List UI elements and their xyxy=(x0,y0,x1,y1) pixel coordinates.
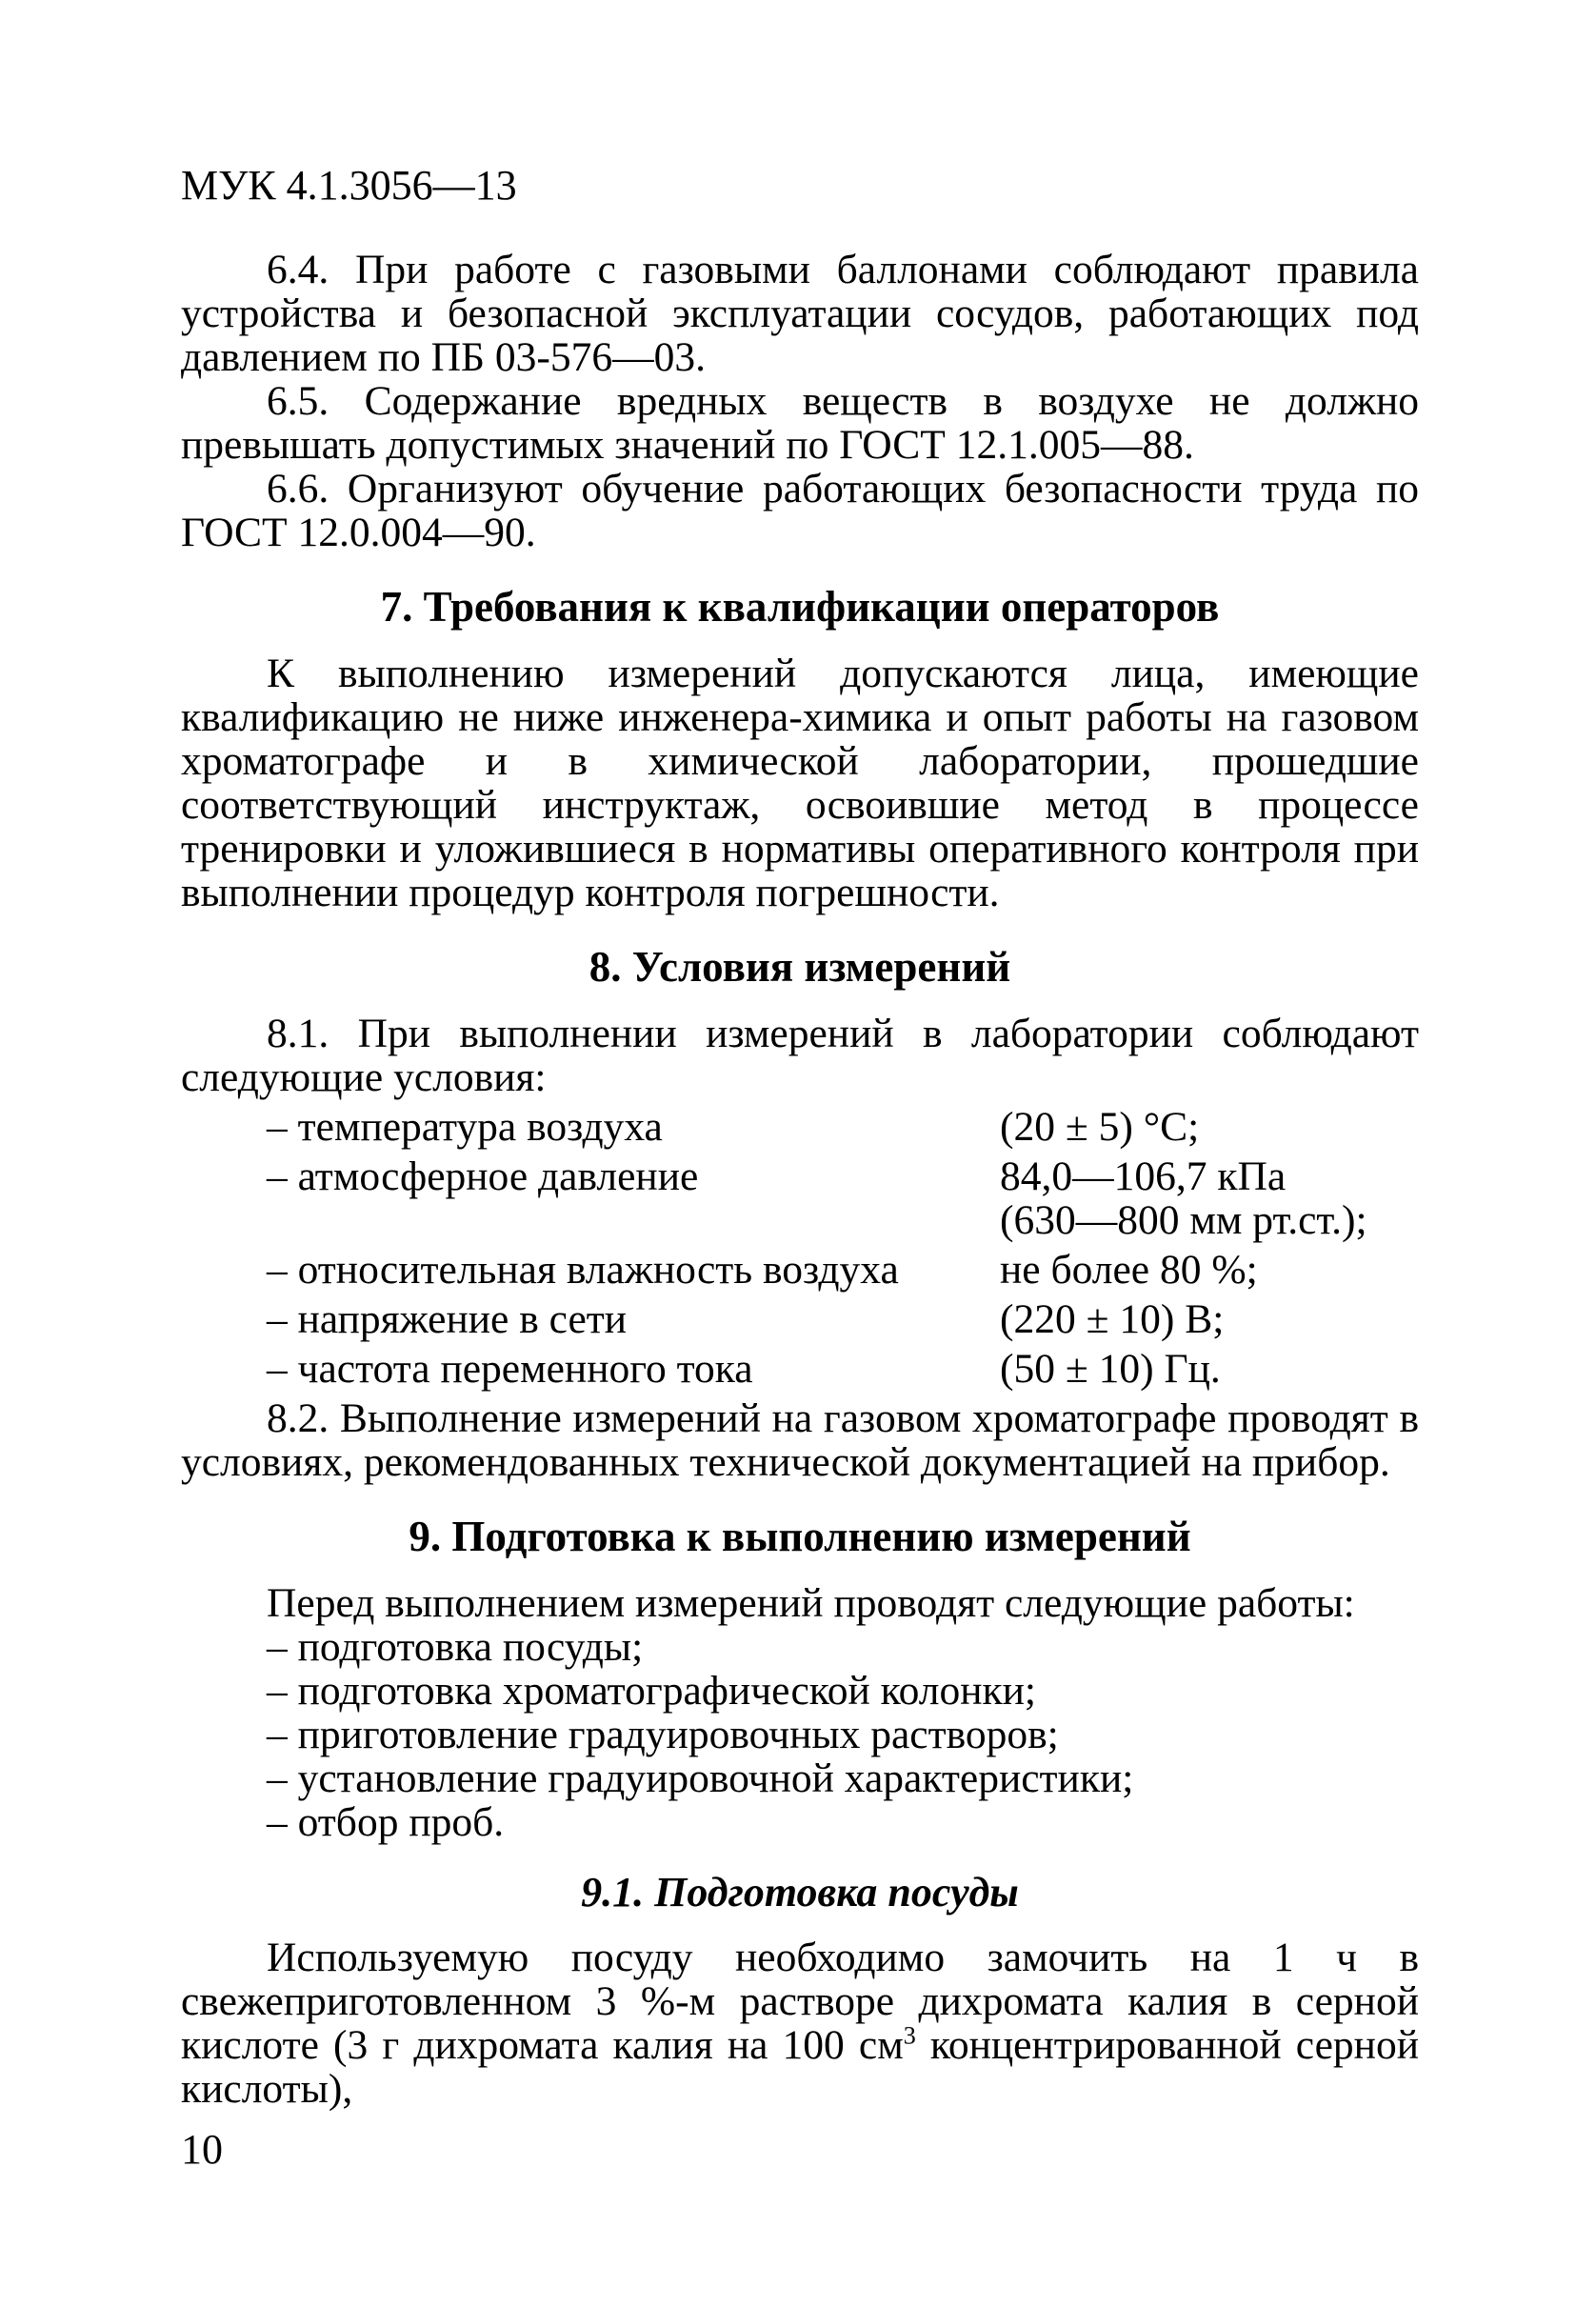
page-number: 10 xyxy=(181,2126,223,2173)
condition-value-line: не более 80 %; xyxy=(1000,1247,1258,1293)
paragraph-6-5: 6.5. Содержание вредных веществ в воздухе не должно превышать допустимых значений по ГОСТ 12.1.005—88. xyxy=(181,378,1419,468)
section-7-title: 7. Требования к квалификации операторов xyxy=(380,583,1220,631)
conditions-table xyxy=(267,1105,1419,1391)
paragraph-8-1: 8.1. При выполнении измерений в лаборатории соблюдают следующие условия: xyxy=(181,1011,1419,1100)
subsection-9-1-text-b: концентрированной серной кислоты), xyxy=(181,2022,1419,2112)
condition-value-line: (220 ± 10) В; xyxy=(1000,1296,1225,1342)
subsection-9-1-text-a: Используемую посуду необходимо замочить на 1 ч в свежеприготовленном 3 %-м растворе дихромата калия в серной кислоте (3 г дихромата калия на 100 см xyxy=(181,1935,1419,2068)
condition-row xyxy=(267,1248,1419,1292)
section-8-title: 8. Условия измерений xyxy=(589,943,1011,991)
condition-parameter: – относительная влажность воздуха xyxy=(267,1247,899,1293)
condition-value-line: (20 ± 5) °С; xyxy=(1000,1104,1200,1150)
condition-value-line-2: (630—800 мм рт.ст.); xyxy=(1000,1197,1367,1243)
paragraph-6-4: 6.4. При работе с газовыми баллонами соблюдают правила устройства и безопасной эксплуатации сосудов, работающих под давлением по ПБ 03-576—03. xyxy=(181,247,1419,380)
condition-value xyxy=(1000,1154,1419,1242)
condition-parameter: – атмосферное давление xyxy=(267,1154,699,1199)
condition-value-line: (50 ± 10) Гц. xyxy=(1000,1346,1221,1392)
subsection-9-1-title: 9.1. Подготовка посуды xyxy=(581,1869,1019,1916)
list-item: – подготовка хроматографической колонки; xyxy=(267,1668,1036,1714)
document-page xyxy=(181,162,1419,2162)
section-9-title: 9. Подготовка к выполнению измерений xyxy=(409,1513,1191,1560)
condition-row xyxy=(267,1297,1419,1341)
condition-row xyxy=(267,1154,1419,1242)
condition-row xyxy=(267,1105,1419,1149)
document-header: МУК 4.1.3056—13 xyxy=(181,162,517,209)
condition-value xyxy=(1000,1347,1419,1391)
list-item: – подготовка посуды; xyxy=(267,1624,644,1670)
subsection-9-1-text xyxy=(181,1936,1419,2111)
list-item: – приготовление градуировочных растворов; xyxy=(267,1712,1059,1757)
list-item: – отбор проб. xyxy=(267,1799,505,1845)
condition-value xyxy=(1000,1105,1419,1149)
condition-value xyxy=(1000,1248,1419,1292)
condition-parameter: – температура воздуха xyxy=(267,1104,663,1150)
condition-value xyxy=(1000,1297,1419,1341)
superscript-cubic: 3 xyxy=(903,2021,916,2050)
condition-value-line: 84,0—106,7 кПа xyxy=(1000,1154,1287,1199)
paragraph-6-6: 6.6. Организуют обучение работающих безопасности труда по ГОСТ 12.0.004—90. xyxy=(181,466,1419,555)
condition-row xyxy=(267,1347,1419,1391)
section-9-intro: Перед выполнением измерений проводят следующие работы: xyxy=(267,1580,1355,1626)
section-7-text: К выполнению измерений допускаются лица, имеющие квалификацию не ниже инженера-химика и опыт работы на газовом хроматографе и в химической лаборатории, прошедшие соответствующий инструктаж, освоившие метод в процессе тренировки и уложившиеся в нормативы оперативного контроля при выполнении процедур контроля погрешности. xyxy=(181,651,1419,915)
paragraph-8-2: 8.2. Выполнение измерений на газовом хроматографе проводят в условиях, рекомендованных технической документацией на прибор. xyxy=(181,1395,1419,1485)
condition-parameter: – частота переменного тока xyxy=(267,1346,753,1392)
condition-parameter: – напряжение в сети xyxy=(267,1296,628,1342)
list-item: – установление градуировочной характеристики; xyxy=(267,1755,1134,1801)
